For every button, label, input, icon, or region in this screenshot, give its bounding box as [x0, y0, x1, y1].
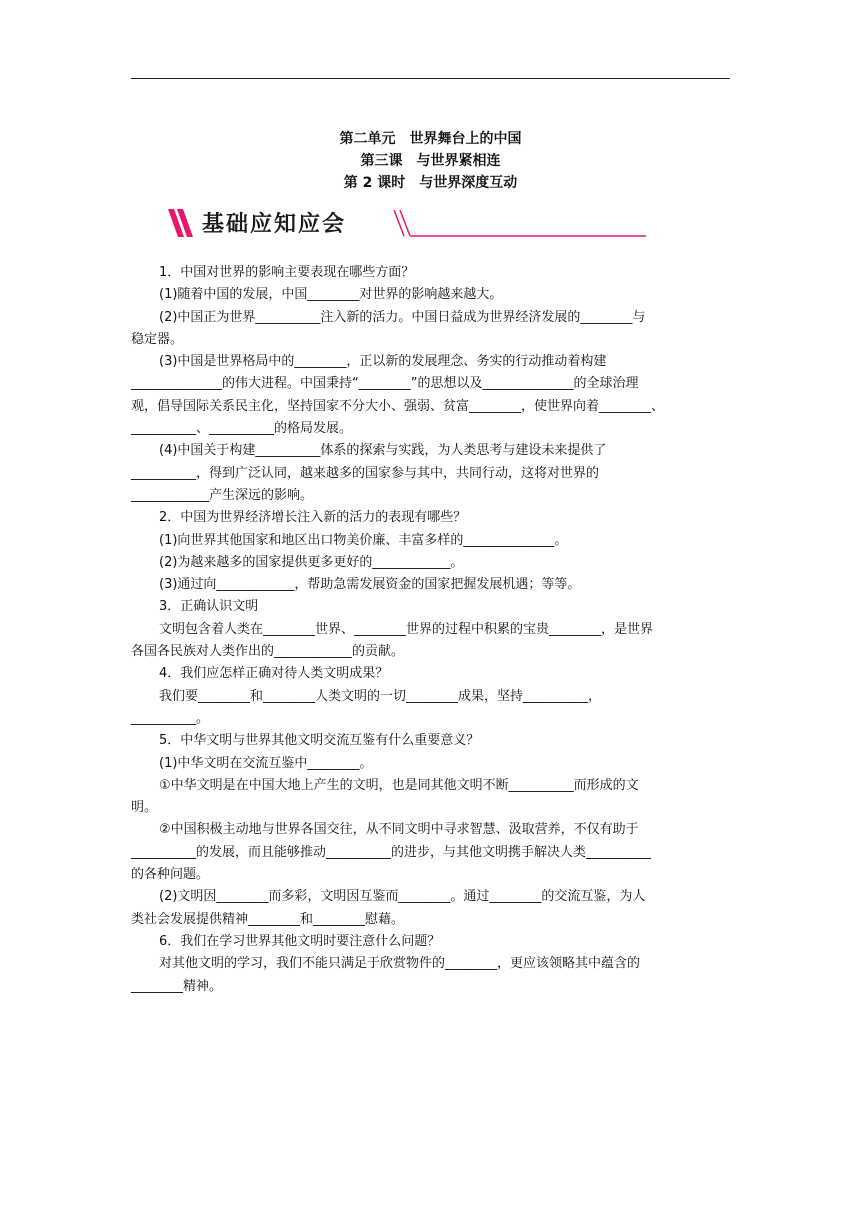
period-title: 第 2 课时 与世界深度互动 [343, 175, 518, 191]
answer-line: 观，倡导国际关系民主化，坚持国家不分大小、强弱、贫富________，使世界向着________、 [131, 398, 665, 414]
answer-line: (3)通过向____________，帮助急需发展资金的国家把握发展机遇；等等。 [159, 577, 581, 593]
unit-title: 第二单元 世界舞台上的中国 [339, 131, 522, 147]
question-5: 5．中华文明与世界其他文明交流互鉴有什么重要意义？ [159, 733, 480, 749]
title-block [131, 128, 730, 194]
answer-line: (2)中国正为世界__________注入新的活力。中国日益成为世界经济发展的________与 [159, 309, 646, 325]
answer-line: 的各种问题。 [131, 867, 210, 883]
answer-line: (1)向世界其他国家和地区出口物美价廉、丰富多样的______________。 [159, 532, 568, 548]
question-2: 2．中国为世界经济增长注入新的活力的表现有哪些？ [159, 510, 467, 526]
question-4: 4．我们应怎样正确对待人类文明成果？ [159, 666, 389, 682]
lesson-title: 第三课 与世界紧相连 [360, 153, 501, 169]
answer-line: ①中华文明是在中国大地上产生的文明，也是同其他文明不断__________而形成的文 [159, 777, 639, 793]
question-1: 1．中国对世界的影响主要表现在哪些方面？ [159, 265, 415, 280]
answer-line: 稳定器。 [131, 331, 184, 347]
answer-line: __________、__________的格局发展。 [131, 421, 353, 437]
answer-line: (2)为越来越多的国家提供更多更好的____________。 [159, 554, 464, 570]
answer-line: 我们要________和________人类文明的一切________成果，坚持__________， [159, 688, 602, 704]
answer-line: 对其他文明的学习，我们不能只满足于欣赏物件的________，更应该领略其中蕴含的 [159, 956, 641, 972]
answer-line: __________的发展，而且能够推动__________的进步，与其他文明携手解决人类__________ [131, 844, 652, 860]
question-6: 6．我们在学习世界其他文明时要注意什么问题？ [159, 933, 441, 949]
answer-line: 类社会发展提供精神________和________慰藉。 [131, 911, 405, 927]
answer-line: ______________的伟大进程。中国秉持“________”的思想以及______________的全球治理 [131, 376, 639, 392]
section-banner [166, 205, 656, 241]
answer-line: (4)中国关于构建__________体系的探索与实践，为人类思考与建设未来提供了 [159, 443, 607, 459]
answer-line: __________，得到广泛认同，越来越多的国家参与其中，共同行动，这将对世界的 [131, 465, 600, 481]
header-rule [131, 78, 730, 79]
answer-line: (1)随着中国的发展，中国________对世界的影响越来越大。 [159, 287, 503, 303]
answer-line: (2)文明因________而多彩，文明因互鉴而________。通过________的交流互鉴，为人 [159, 889, 646, 905]
answer-line: ②中国积极主动地与世界各国交往，从不同文明中寻求智慧、汲取营养，不仅有助于 [159, 822, 639, 838]
answer-line: (3)中国是世界格局中的________，正以新的发展理念、务实的行动推动着构建 [159, 354, 607, 370]
banner-label: 基础应知应会 [202, 212, 347, 237]
banner-slash-right-1 [394, 210, 404, 236]
banner-slash-right-2 [400, 210, 410, 236]
worksheet-body [131, 262, 730, 998]
answer-line: (1)中华文明在交流互鉴中________。 [159, 755, 373, 771]
answer-line: 明。 [131, 800, 158, 816]
answer-line: ________精神。 [131, 978, 223, 994]
answer-line: 文明包含着人类在________世界、________世界的过程中积累的宝贵________，是世界 [159, 621, 654, 637]
answer-line: ____________产生深远的影响。 [131, 487, 314, 503]
answer-line: 各国各民族对人类作出的____________的贡献。 [131, 644, 405, 660]
question-3: 3．正确认识文明 [159, 599, 259, 615]
answer-line: __________。 [131, 710, 210, 726]
